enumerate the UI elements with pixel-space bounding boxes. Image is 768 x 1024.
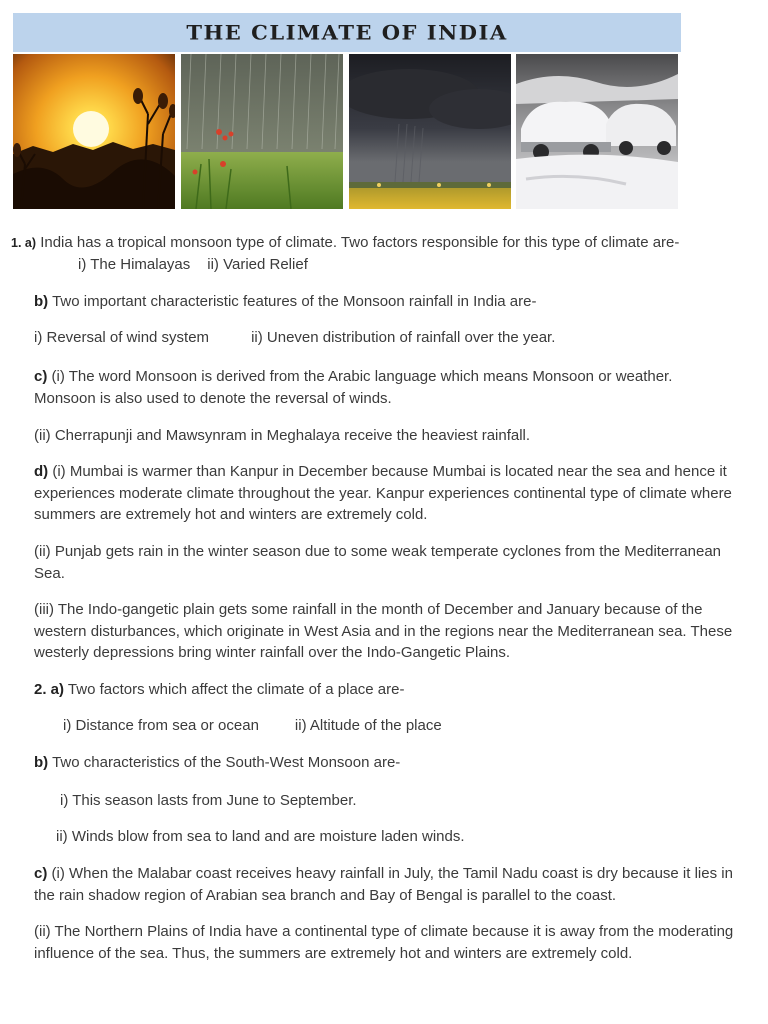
q1b-marker: b) [34, 293, 49, 310]
q1d-text-2: (ii) Punjab gets rain in the winter season due to some weak temperate cyclones from the Mediterranean Sea. [34, 543, 722, 582]
q1a-paragraph [11, 232, 721, 255]
q1a-marker: 1. a) [11, 236, 37, 250]
q2a-text: Two factors which affect the climate of a place are- [67, 681, 405, 698]
q2a-paragraph [34, 679, 734, 701]
q2a-factors [63, 715, 763, 737]
q1c-text-2: (ii) Cherrapunji and Mawsynram in Meghalaya receive the heaviest rainfall. [34, 427, 531, 444]
q2c-marker: c) [34, 865, 48, 882]
storm-field-photo [349, 54, 511, 209]
q2a-factor-1: i) Distance from sea or ocean [63, 717, 259, 734]
q1d-paragraph-2 [34, 541, 734, 584]
q2b-text: Two characteristics of the South-West Monsoon are- [52, 754, 401, 771]
q2c-text-1: (i) When the Malabar coast receives heavy rainfall in July, the Tamil Nadu coast is dry because it lies in the rain shadow region of Arabian sea branch and Bay of Bengal is parallel to the coast. [34, 865, 733, 904]
q2b-marker: b) [34, 754, 49, 771]
q1a-factors [78, 254, 768, 276]
q1c-paragraph-1 [34, 366, 734, 409]
q1c-paragraph-2 [34, 425, 734, 447]
q2b-characteristic-1 [60, 790, 760, 812]
sunset-photo [13, 54, 175, 209]
q1d-text-3: (iii) The Indo-gangetic plain gets some rainfall in the month of December and January because of the western disturbances, which originate in West Asia and in the regions near the Mediterranean sea. These westerly depressions bring winter rainfall over the Indo-Gangetic Plains. [34, 601, 733, 661]
q1c-text-1: (i) The word Monsoon is derived from the Arabic language which means Monsoon or weather. Monsoon is also used to denote the reversal of winds. [34, 368, 673, 407]
q1b-feature-1: i) Reversal of wind system [34, 329, 210, 346]
q1c-marker: c) [34, 368, 48, 385]
q2b-characteristic-1-text: i) This season lasts from June to September. [60, 792, 357, 809]
q2a-factor-2: ii) Altitude of the place [294, 717, 442, 734]
q1b-text: Two important characteristic features of the Monsoon rainfall in India are- [52, 293, 537, 310]
page-title: THE CLIMATE OF INDIA [186, 21, 508, 44]
q1d-paragraph-3 [34, 599, 734, 664]
q2a-marker: 2. a) [34, 681, 65, 698]
q1a-text: India has a tropical monsoon type of climate. Two factors responsible for this type of climate are- [40, 234, 680, 251]
q1a-factor-1: i) The Himalayas [78, 256, 191, 273]
q2c-paragraph-2 [34, 921, 734, 964]
q2b-characteristic-2 [56, 826, 756, 848]
snow-covered-cars-photo [516, 54, 678, 209]
q1b-features [34, 327, 734, 349]
q2b-paragraph [34, 752, 734, 774]
q1a-factor-2: ii) Varied Relief [207, 256, 308, 273]
q1d-paragraph-1 [34, 461, 734, 526]
rain-grassland-photo [181, 54, 343, 209]
q1d-text-1: (i) Mumbai is warmer than Kanpur in December because Mumbai is located near the sea and hence it experiences moderate climate throughout the year. Kanpur experiences continental type of climate where summers are extremely hot and winters are extremely cold. [34, 463, 732, 523]
q1d-marker: d) [34, 463, 49, 480]
title-banner [13, 13, 681, 52]
q2c-paragraph-1 [34, 863, 734, 906]
q1b-feature-2: ii) Uneven distribution of rainfall over the year. [251, 329, 556, 346]
q1b-paragraph [34, 291, 734, 313]
q2b-characteristic-2-text: ii) Winds blow from sea to land and are moisture laden winds. [56, 828, 465, 845]
q2c-text-2: (ii) The Northern Plains of India have a continental type of climate because it is away from the moderating influence of the sea. Thus, the summers are extremely hot and winters are extremely cold. [34, 923, 734, 962]
